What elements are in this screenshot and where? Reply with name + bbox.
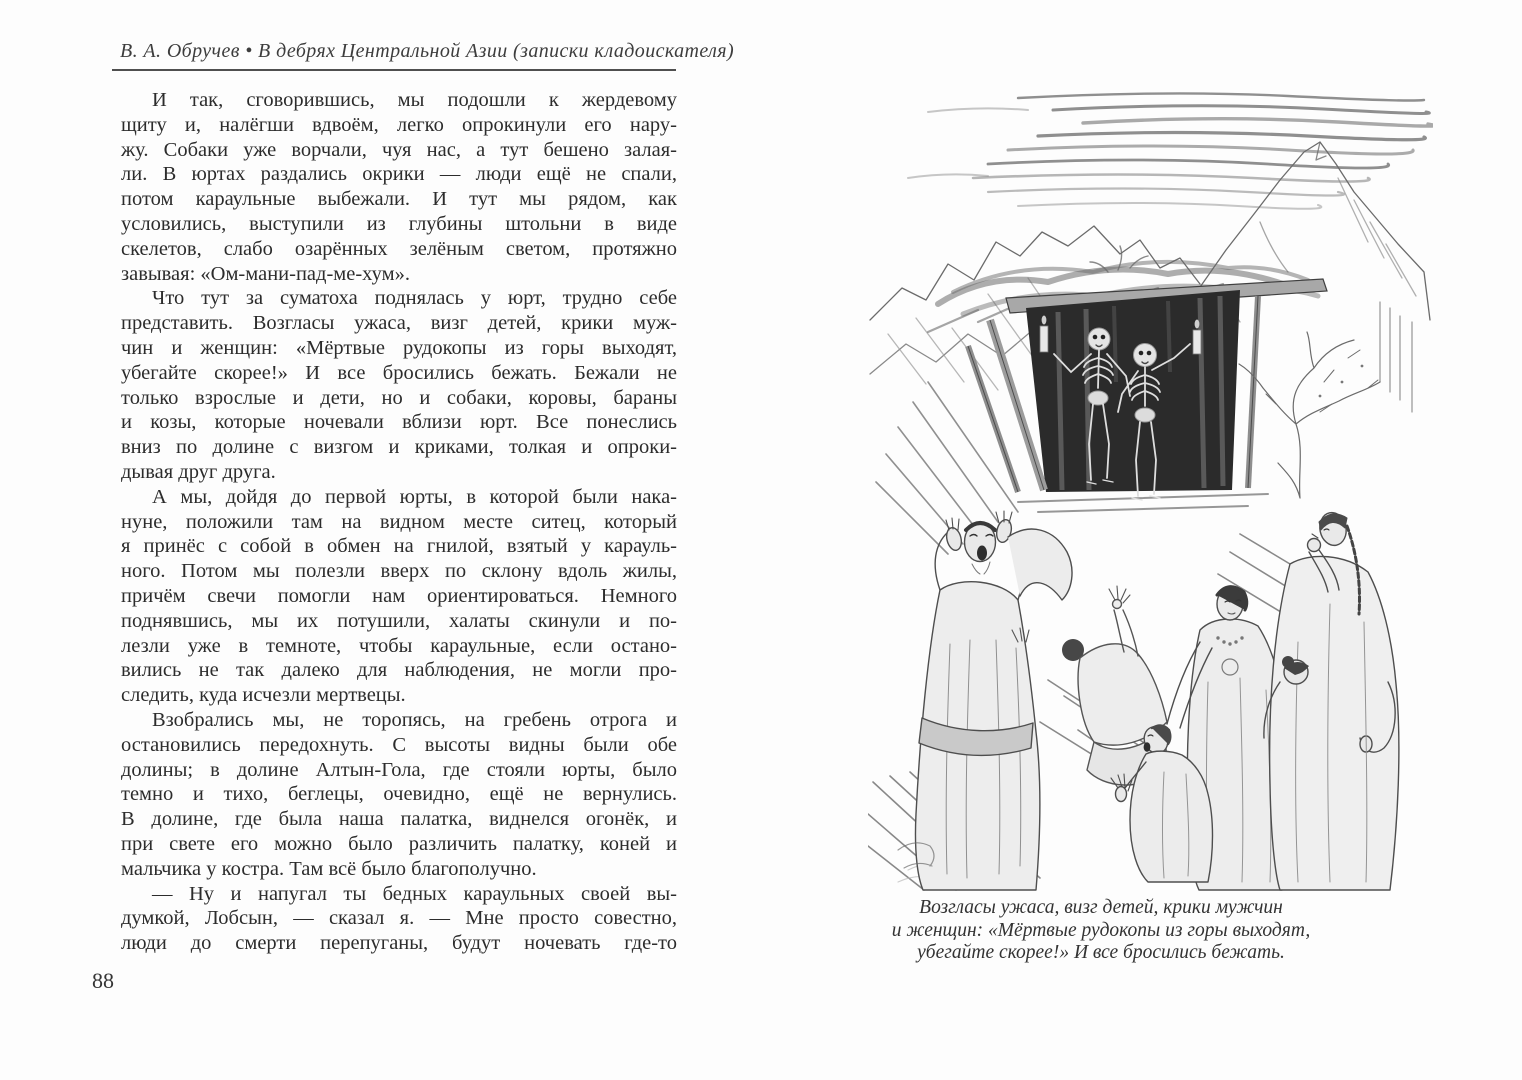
paragraph [121, 286, 677, 484]
text-line: убегайте скорее!» И все бросились бежать. Бежали не [121, 361, 677, 384]
text-line: думкой, Лобсын, — сказал я. — Мне просто совестно, [121, 907, 677, 930]
text-line: я принёс с собой в обмен на гнилой, взятый у карауль- [121, 535, 677, 558]
text-line: поднявшись, мы их потушили, халаты скинули и по- [121, 609, 677, 632]
text-line: мальчика у костра. Там всё было благополучно. [121, 857, 537, 880]
caption-line: Возгласы ужаса, визг детей, крики мужчин [919, 897, 1283, 918]
text-line: Взобрались мы, не торопясь, на гребень отрога и [152, 708, 677, 731]
header-rule [112, 69, 676, 71]
text-line: щиту и, налёгши вдвоём, легко опрокинули его нару- [121, 113, 677, 136]
book-illustration [868, 82, 1433, 892]
text-line: ли. В юртах раздались окрики — люди ещё не спали, [121, 163, 677, 186]
text-line: причём свечи помогли нам ориентироваться. Немного [121, 584, 677, 607]
text-line: вились не так далеко для наблюдения, не могли про- [121, 659, 677, 682]
text-line: только взрослые и дети, но и собаки, коровы, бараны [121, 386, 677, 409]
text-line: долины; в долине Алтын-Гола, где стояли юрты, было [121, 758, 677, 781]
text-line: остановились передохнуть. С высоты видны были обе [121, 733, 677, 756]
text-line: условились, выступили из глубины штольни в виде [121, 212, 677, 235]
text-line: следить, куда исчезли мертвецы. [121, 684, 406, 707]
text-line: темно и тихо, беглецы, очевидно, ещё не вернулись. [121, 783, 677, 806]
mine-entrance [876, 279, 1327, 554]
text-line: скелетов, слабо озарённых зелёным светом, протяжно [121, 237, 677, 260]
text-line: чин и женщин: «Мёртвые рудокопы из горы выходят, [121, 336, 677, 359]
bush [1239, 332, 1380, 498]
text-line: — Ну и напугал ты бедных караульных своей вы- [152, 882, 677, 905]
text-line: И так, сговорившись, мы подошли к жердевому [152, 89, 677, 111]
text-line: В долине, где была наша палатка, виднелся огонёк, и [121, 808, 677, 831]
paragraph [121, 882, 677, 956]
paragraph [121, 485, 677, 708]
right-man [1264, 510, 1399, 890]
illustration-caption [795, 897, 1407, 965]
text-line: при свете его можно было различить палатку, коней и [121, 832, 677, 855]
text-line: представить. Возгласы ужаса, визг детей, крики муж- [121, 312, 677, 335]
text-line: дывая друг друга. [121, 460, 276, 483]
paragraph [121, 708, 677, 882]
text-line: люди до смерти перепуганы, будут ночевать где-то [121, 932, 677, 955]
paragraph [121, 88, 677, 286]
text-line: и козы, которые ночевали вблизи юрт. Все понеслись [121, 411, 677, 434]
body-text [121, 88, 677, 956]
text-line: жу. Собаки уже ворчали, чуя нас, а тут бешено залая- [121, 138, 677, 161]
page-number: 88 [92, 968, 114, 993]
text-line: нуне, положили там на видном месте ситец, который [121, 510, 677, 533]
text-line: лезли уже в темноте, чтобы караульные, если остано- [121, 634, 677, 657]
screaming-man [915, 511, 1072, 890]
text-line: потом караульные выбежали. И тут мы рядом, как [121, 188, 677, 211]
text-line: ного. Потом мы полезли вверх по склону вдоль жилы, [121, 560, 677, 583]
text-line: вниз по долине с визгом и криками, толкая и опроки- [121, 436, 677, 459]
text-line: А мы, дойдя до первой юрты, в которой были нака- [152, 485, 677, 508]
running-header: В. А. Обручев • В дебрях Центральной Азии (записки кладоискателя) [120, 40, 735, 62]
caption-line: и женщин: «Мёртвые рудокопы из горы выходят, [891, 919, 1311, 941]
text-line: Что тут за суматоха поднялась у юрт, трудно себе [152, 287, 677, 310]
caption-line: убегайте скорее!» И все бросились бежать. [917, 942, 1285, 964]
text-line: завывая: «Ом-мани-пад-ме-хум». [121, 262, 410, 285]
